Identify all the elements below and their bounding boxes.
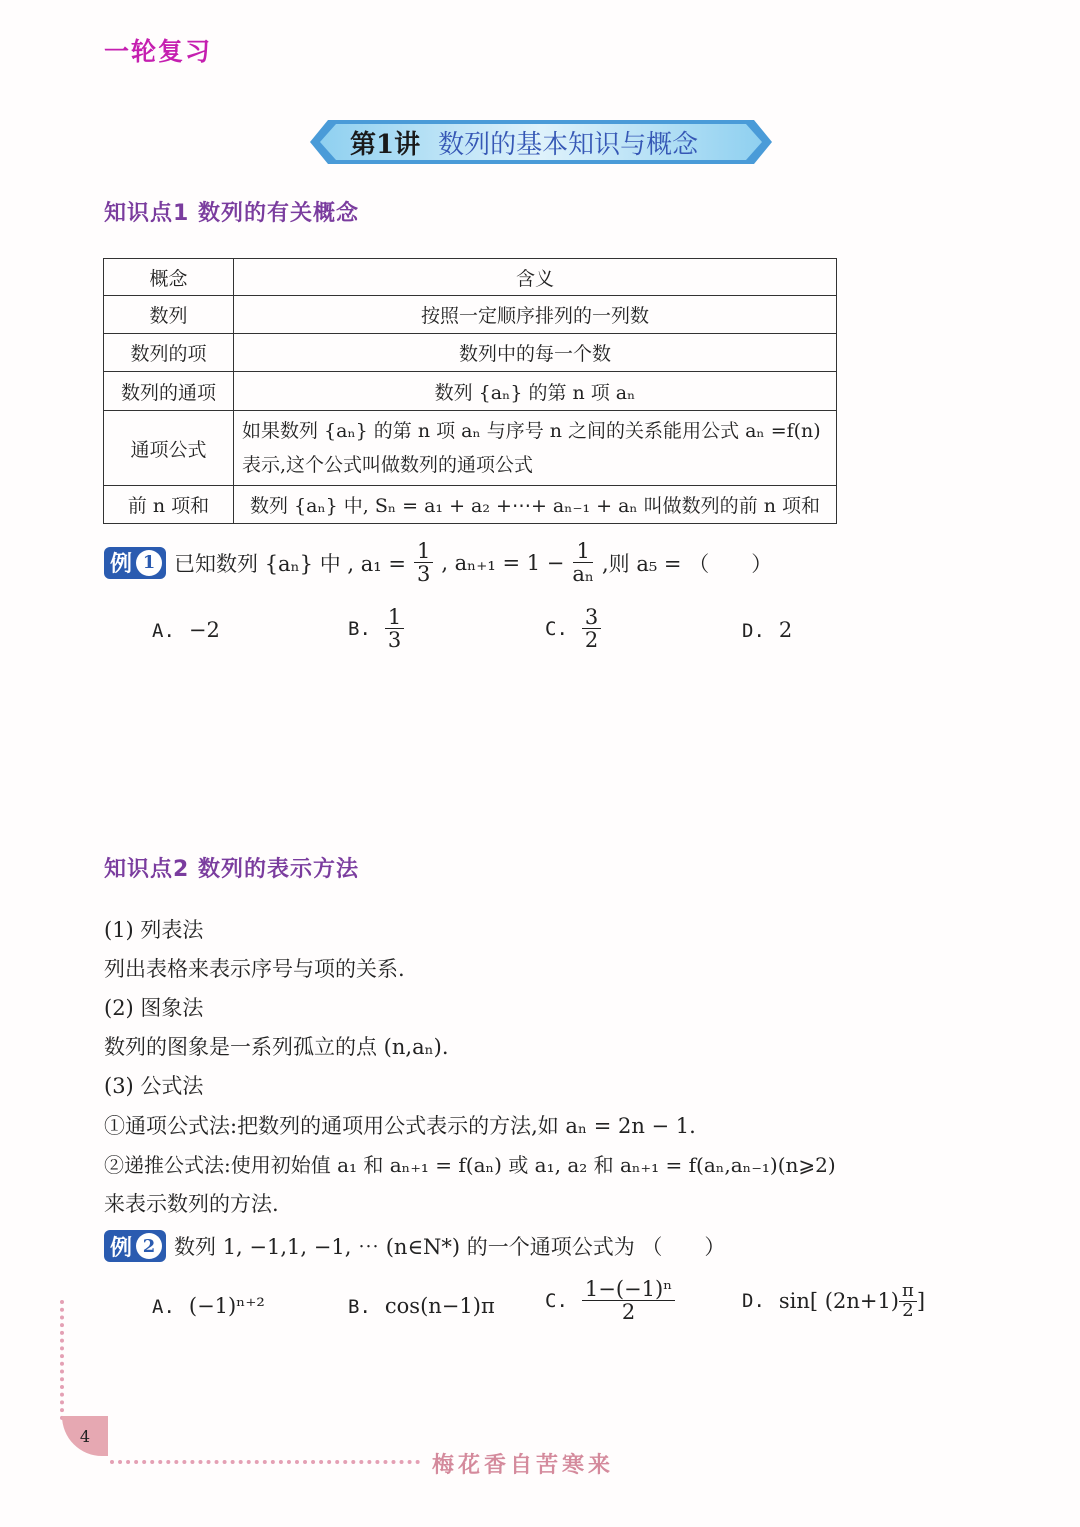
lecture-banner [310,118,772,166]
table-cell: 数列的通项 [104,372,234,411]
table-row [104,334,837,372]
decorative-dots-horizontal [110,1460,420,1466]
example-1-stem [104,540,772,585]
option-b[interactable]: B. $\frac{1}{3}$ [348,606,404,651]
example-badge: 例 1 [104,547,166,579]
example-1-text-c: ,则 a₅ = （ ） [601,551,773,576]
table-row [104,411,837,486]
option-b[interactable]: B. cos(n−1)π [348,1294,495,1318]
option-d[interactable]: D. 2 [742,618,793,642]
book-series-label: 一轮复习 [104,37,213,66]
body-line: (2) 图象法 [104,996,204,1020]
footer-motto: 梅花香自苦寒来 [432,1453,615,1478]
table-row [104,372,837,411]
decorative-dots-vertical [60,1300,68,1420]
body-line: ②递推公式法:使用初始值 a₁ 和 aₙ₊₁ = f(aₙ) 或 a₁, a₂ 和 aₙ₊₁ = f(aₙ,aₙ₋₁)(n⩾2) [104,1153,836,1177]
table-cell: 数列中的每一个数 [234,334,837,372]
option-c[interactable]: C. $\frac{\text{1−(−1)ⁿ}}{2}$ [545,1278,675,1323]
section-1-title: 知识点1 数列的有关概念 [104,201,359,226]
table-cell: 数列 {aₙ} 中, Sₙ = a₁ + a₂ +⋯+ aₙ₋₁ + aₙ 叫做数列的前 n 项和 [234,486,837,524]
example-2-stem [104,1230,725,1262]
lecture-number: 第1讲 [350,130,421,160]
body-line: 来表示数列的方法. [104,1192,279,1216]
example-badge: 例 2 [104,1230,166,1262]
table-cell: 数列 {aₙ} 的第 n 项 aₙ [234,372,837,411]
table-cell: 前 n 项和 [104,486,234,524]
section-2-title: 知识点2 数列的表示方法 [104,857,359,882]
concept-table [103,258,837,524]
table-header-row [104,259,837,296]
body-line: (1) 列表法 [104,918,204,942]
example-2-text: 数列 1, −1,1, −1, ⋯ (n∈N*) 的一个通项公式为 （ ） [174,1235,726,1259]
example-1-text-a: 已知数列 {aₙ} 中 , a₁ = [174,551,406,576]
option-a[interactable]: A. (−1)ⁿ⁺² [152,1294,265,1318]
fraction: $\frac{1}{3}$ [414,540,433,585]
option-d[interactable]: D. sin[ (2n+1) $\frac{\pi}{2}$ ] [742,1280,926,1321]
table-cell: 按照一定顺序排列的一列数 [234,296,837,334]
example-1-text-b: , aₙ₊₁ = 1 − [441,550,565,575]
body-line: ①通项公式法:把数列的通项用公式表示的方法,如 aₙ = 2n − 1. [104,1114,696,1138]
table-row [104,486,837,524]
table-cell: 数列 [104,296,234,334]
table-cell: 如果数列 {aₙ} 的第 n 项 aₙ 与序号 n 之间的关系能用公式 aₙ =f(n) 表示,这个公式叫做数列的通项公式 [234,411,837,486]
option-c[interactable]: C. $\frac{3}{2}$ [545,606,601,651]
example-number: 1 [136,550,162,576]
body-line: 列出表格来表示序号与项的关系. [104,957,405,981]
page-number: 4 [62,1416,108,1456]
lecture-title: 数列的基本知识与概念 [438,130,699,160]
table-header-cell: 概念 [104,259,234,296]
table-header-cell: 含义 [234,259,837,296]
body-line: (3) 公式法 [104,1074,204,1098]
example-number: 2 [136,1233,162,1259]
table-row [104,296,837,334]
fraction: $\frac{1}{\text{aₙ}}$ [572,539,594,587]
table-cell: 通项公式 [104,411,234,486]
option-a[interactable]: A. −2 [152,618,220,642]
table-cell: 数列的项 [104,334,234,372]
body-line: 数列的图象是一系列孤立的点 (n,aₙ). [104,1035,449,1059]
